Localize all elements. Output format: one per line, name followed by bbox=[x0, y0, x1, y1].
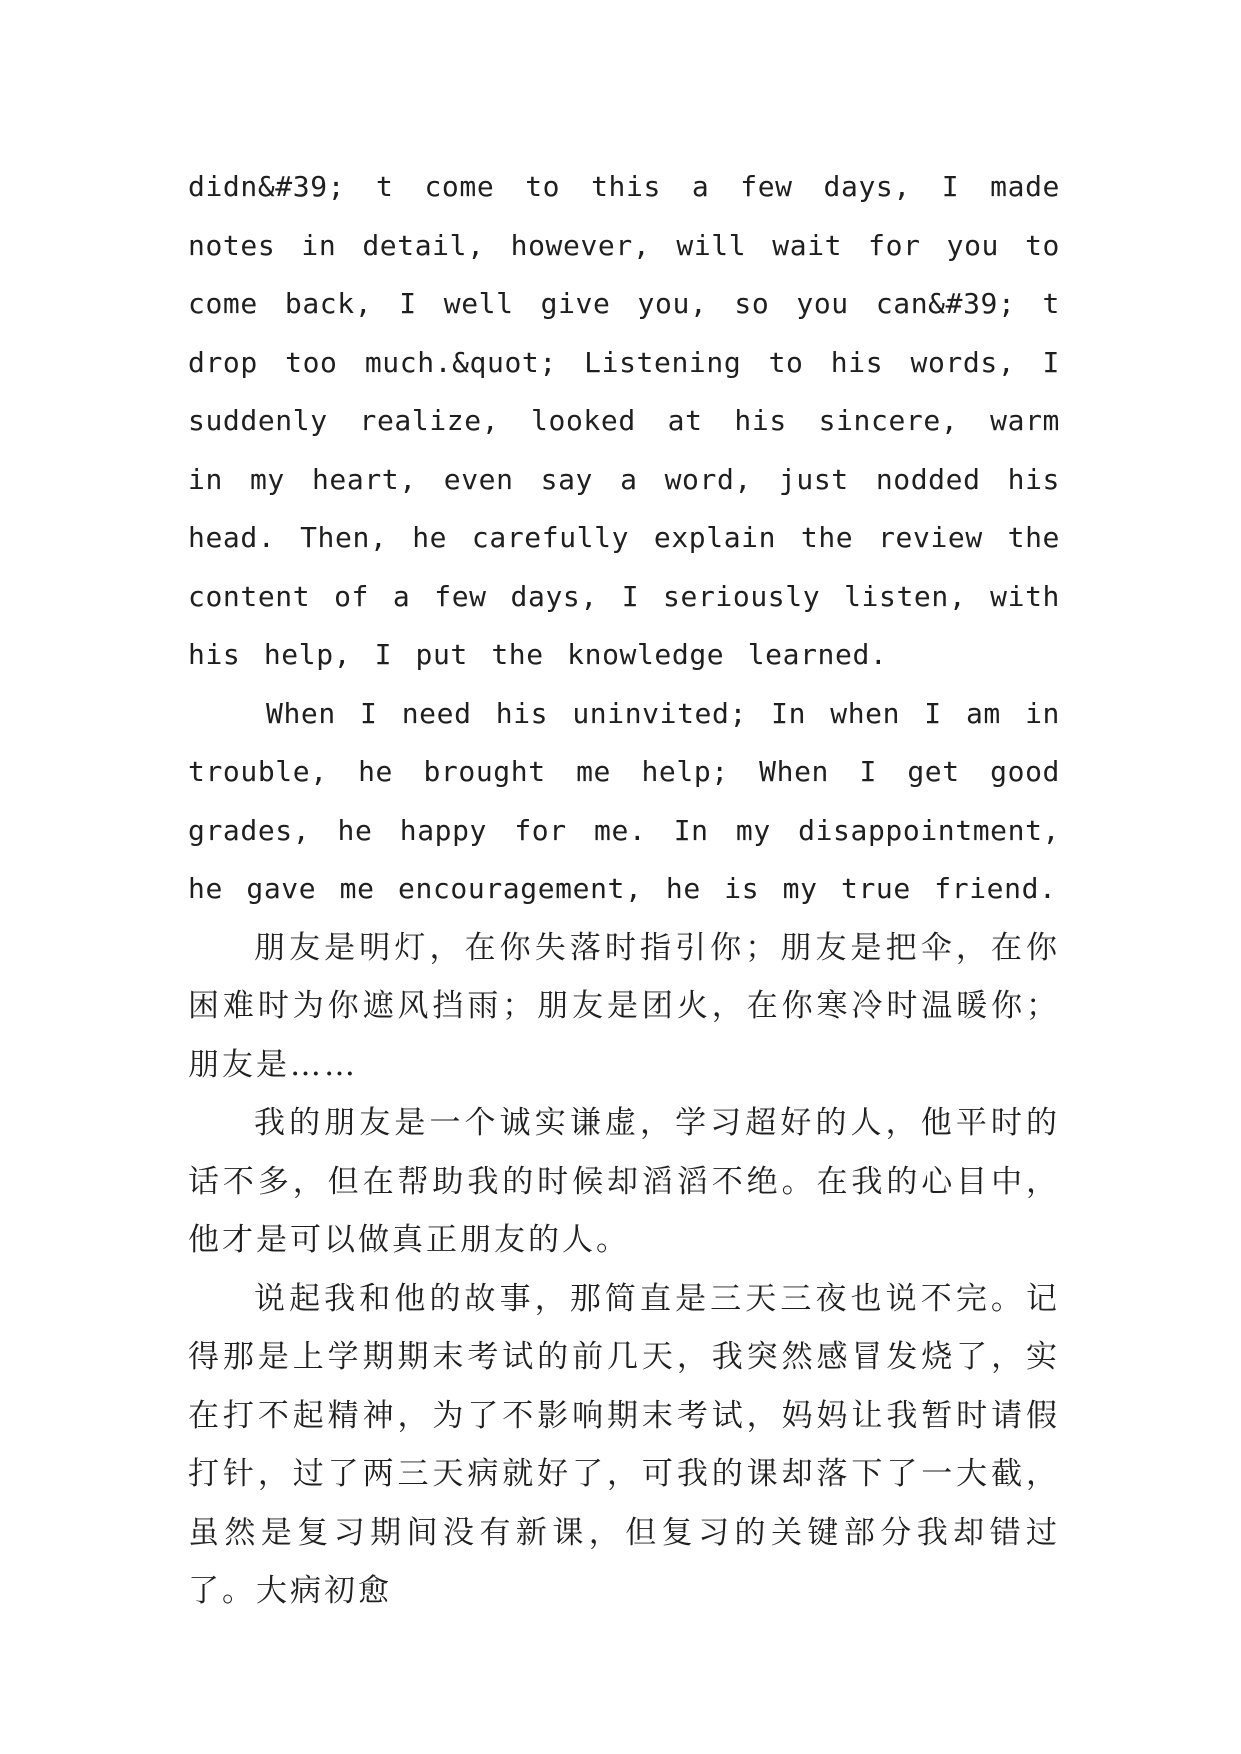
paragraph-2: When I need his uninvited; In when I am in trouble, he brought me help; When I get good grades, he happy for me. In my disappointment, he gave me encouragement, he is my true friend. bbox=[188, 696, 1060, 905]
document-body bbox=[188, 158, 1060, 1621]
paragraph-4: 我的朋友是一个诚实谦虚，学习超好的人，他平时的话不多，但在帮助我的时候却滔滔不绝。在我的心目中，他才是可以做真正朋友的人。 bbox=[188, 1105, 1060, 1258]
paragraph-1: didn&#39; t come to this a few days, I made notes in detail, however, will wait for you to come back, I well give you, so you can&#39; t drop too much.&quot; Listening to his words, I suddenly realize, looked at his sincere, warm in my heart, even say a word, just nodded his head. Then, he carefully explain the review the content of a few days, I seriously listen, with his help, I put the knowledge learned. bbox=[188, 170, 1060, 671]
paragraph-5: 说起我和他的故事，那简直是三天三夜也说不完。记得那是上学期期末考试的前几天，我突然感冒发烧了，实在打不起精神，为了不影响期末考试，妈妈让我暂时请假打针，过了两三天病就好了，可我的课却落下了一大截，虽然是复习期间没有新课，但复习的关键部分我却错过了。大病初愈 bbox=[188, 1280, 1060, 1609]
paragraph-3: 朋友是明灯，在你失落时指引你；朋友是把伞，在你困难时为你遮风挡雨；朋友是团火，在你寒冷时温暖你；朋友是…… bbox=[188, 929, 1060, 1083]
